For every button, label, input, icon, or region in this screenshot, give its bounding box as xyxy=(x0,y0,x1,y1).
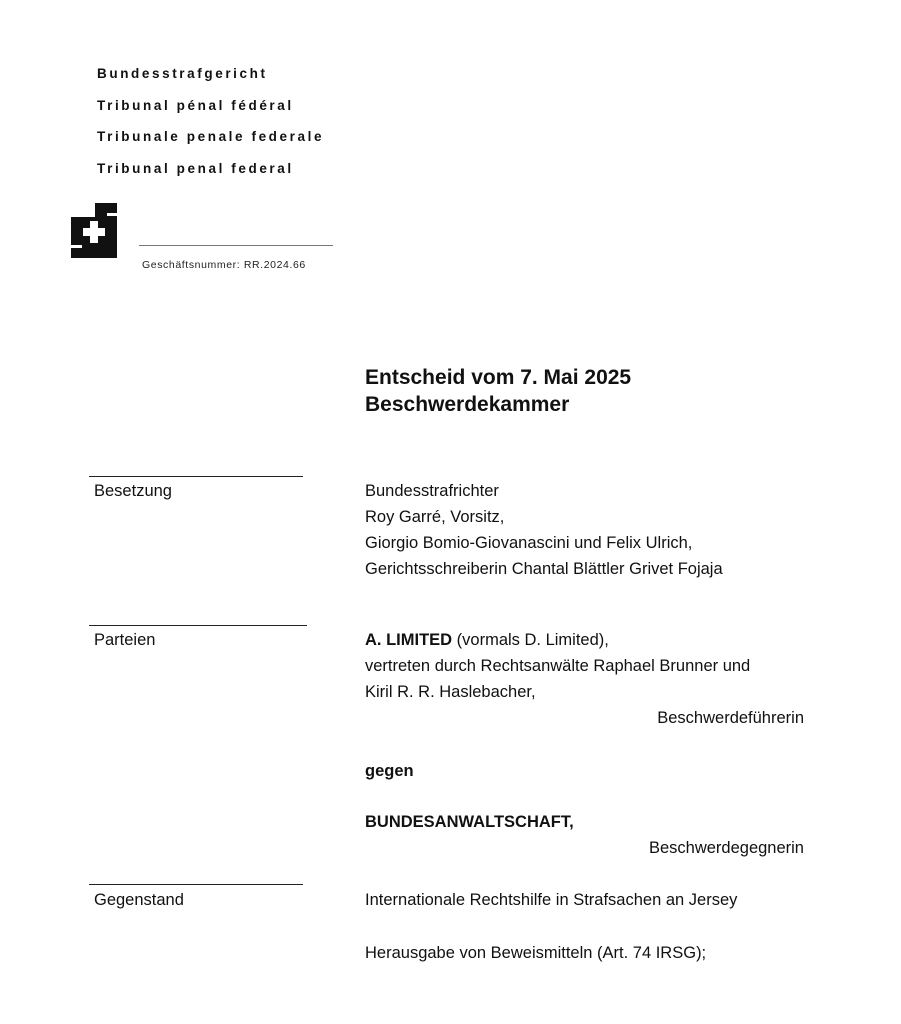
composition-label: Besetzung xyxy=(94,482,172,500)
swiss-cross-logo-icon xyxy=(71,203,117,258)
composition-line: Roy Garré, Vorsitz, xyxy=(365,508,505,526)
appellant-counsel-line: vertreten durch Rechtsanwälte Raphael Brunner und xyxy=(365,657,751,675)
parties-label: Parteien xyxy=(94,631,156,649)
court-name-romansh: Tribunal penal federal xyxy=(97,161,294,176)
composition-rule xyxy=(89,476,303,477)
appellant-role: Beschwerdeführerin xyxy=(657,709,804,727)
parties-rule xyxy=(89,625,307,626)
appellant-counsel-line: Kiril R. R. Haslebacher, xyxy=(365,683,536,701)
composition-line: Giorgio Bomio-Giovanascini und Felix Ulrich, xyxy=(365,534,693,552)
court-name-italian: Tribunale penale federale xyxy=(97,129,325,144)
appellant-former-name: (vormals D. Limited), xyxy=(452,631,609,649)
subject-label: Gegenstand xyxy=(94,891,184,909)
respondent-name: BUNDESANWALTSCHAFT, xyxy=(365,813,574,831)
subject-line: Internationale Rechtshilfe in Strafsachen an Jersey xyxy=(365,891,738,909)
case-number-rule xyxy=(139,245,333,246)
versus-label: gegen xyxy=(365,762,414,780)
appellant-name: A. LIMITED xyxy=(365,631,453,649)
respondent-role: Beschwerdegegnerin xyxy=(648,839,804,857)
decision-date-heading: Entscheid vom 7. Mai 2025 xyxy=(365,366,632,389)
chamber-heading: Beschwerdekammer xyxy=(365,393,570,416)
case-number: Geschäftsnummer: RR.2024.66 xyxy=(142,259,306,271)
appellant-line xyxy=(365,631,609,650)
court-name-french: Tribunal pénal fédéral xyxy=(97,98,294,113)
composition-line: Bundesstrafrichter xyxy=(365,482,499,500)
subject-rule xyxy=(89,884,303,885)
court-name-german: Bundesstrafgericht xyxy=(97,66,268,81)
subject-line: Herausgabe von Beweismitteln (Art. 74 IRSG); xyxy=(365,944,707,962)
composition-line: Gerichtsschreiberin Chantal Blättler Grivet Fojaja xyxy=(365,560,723,578)
